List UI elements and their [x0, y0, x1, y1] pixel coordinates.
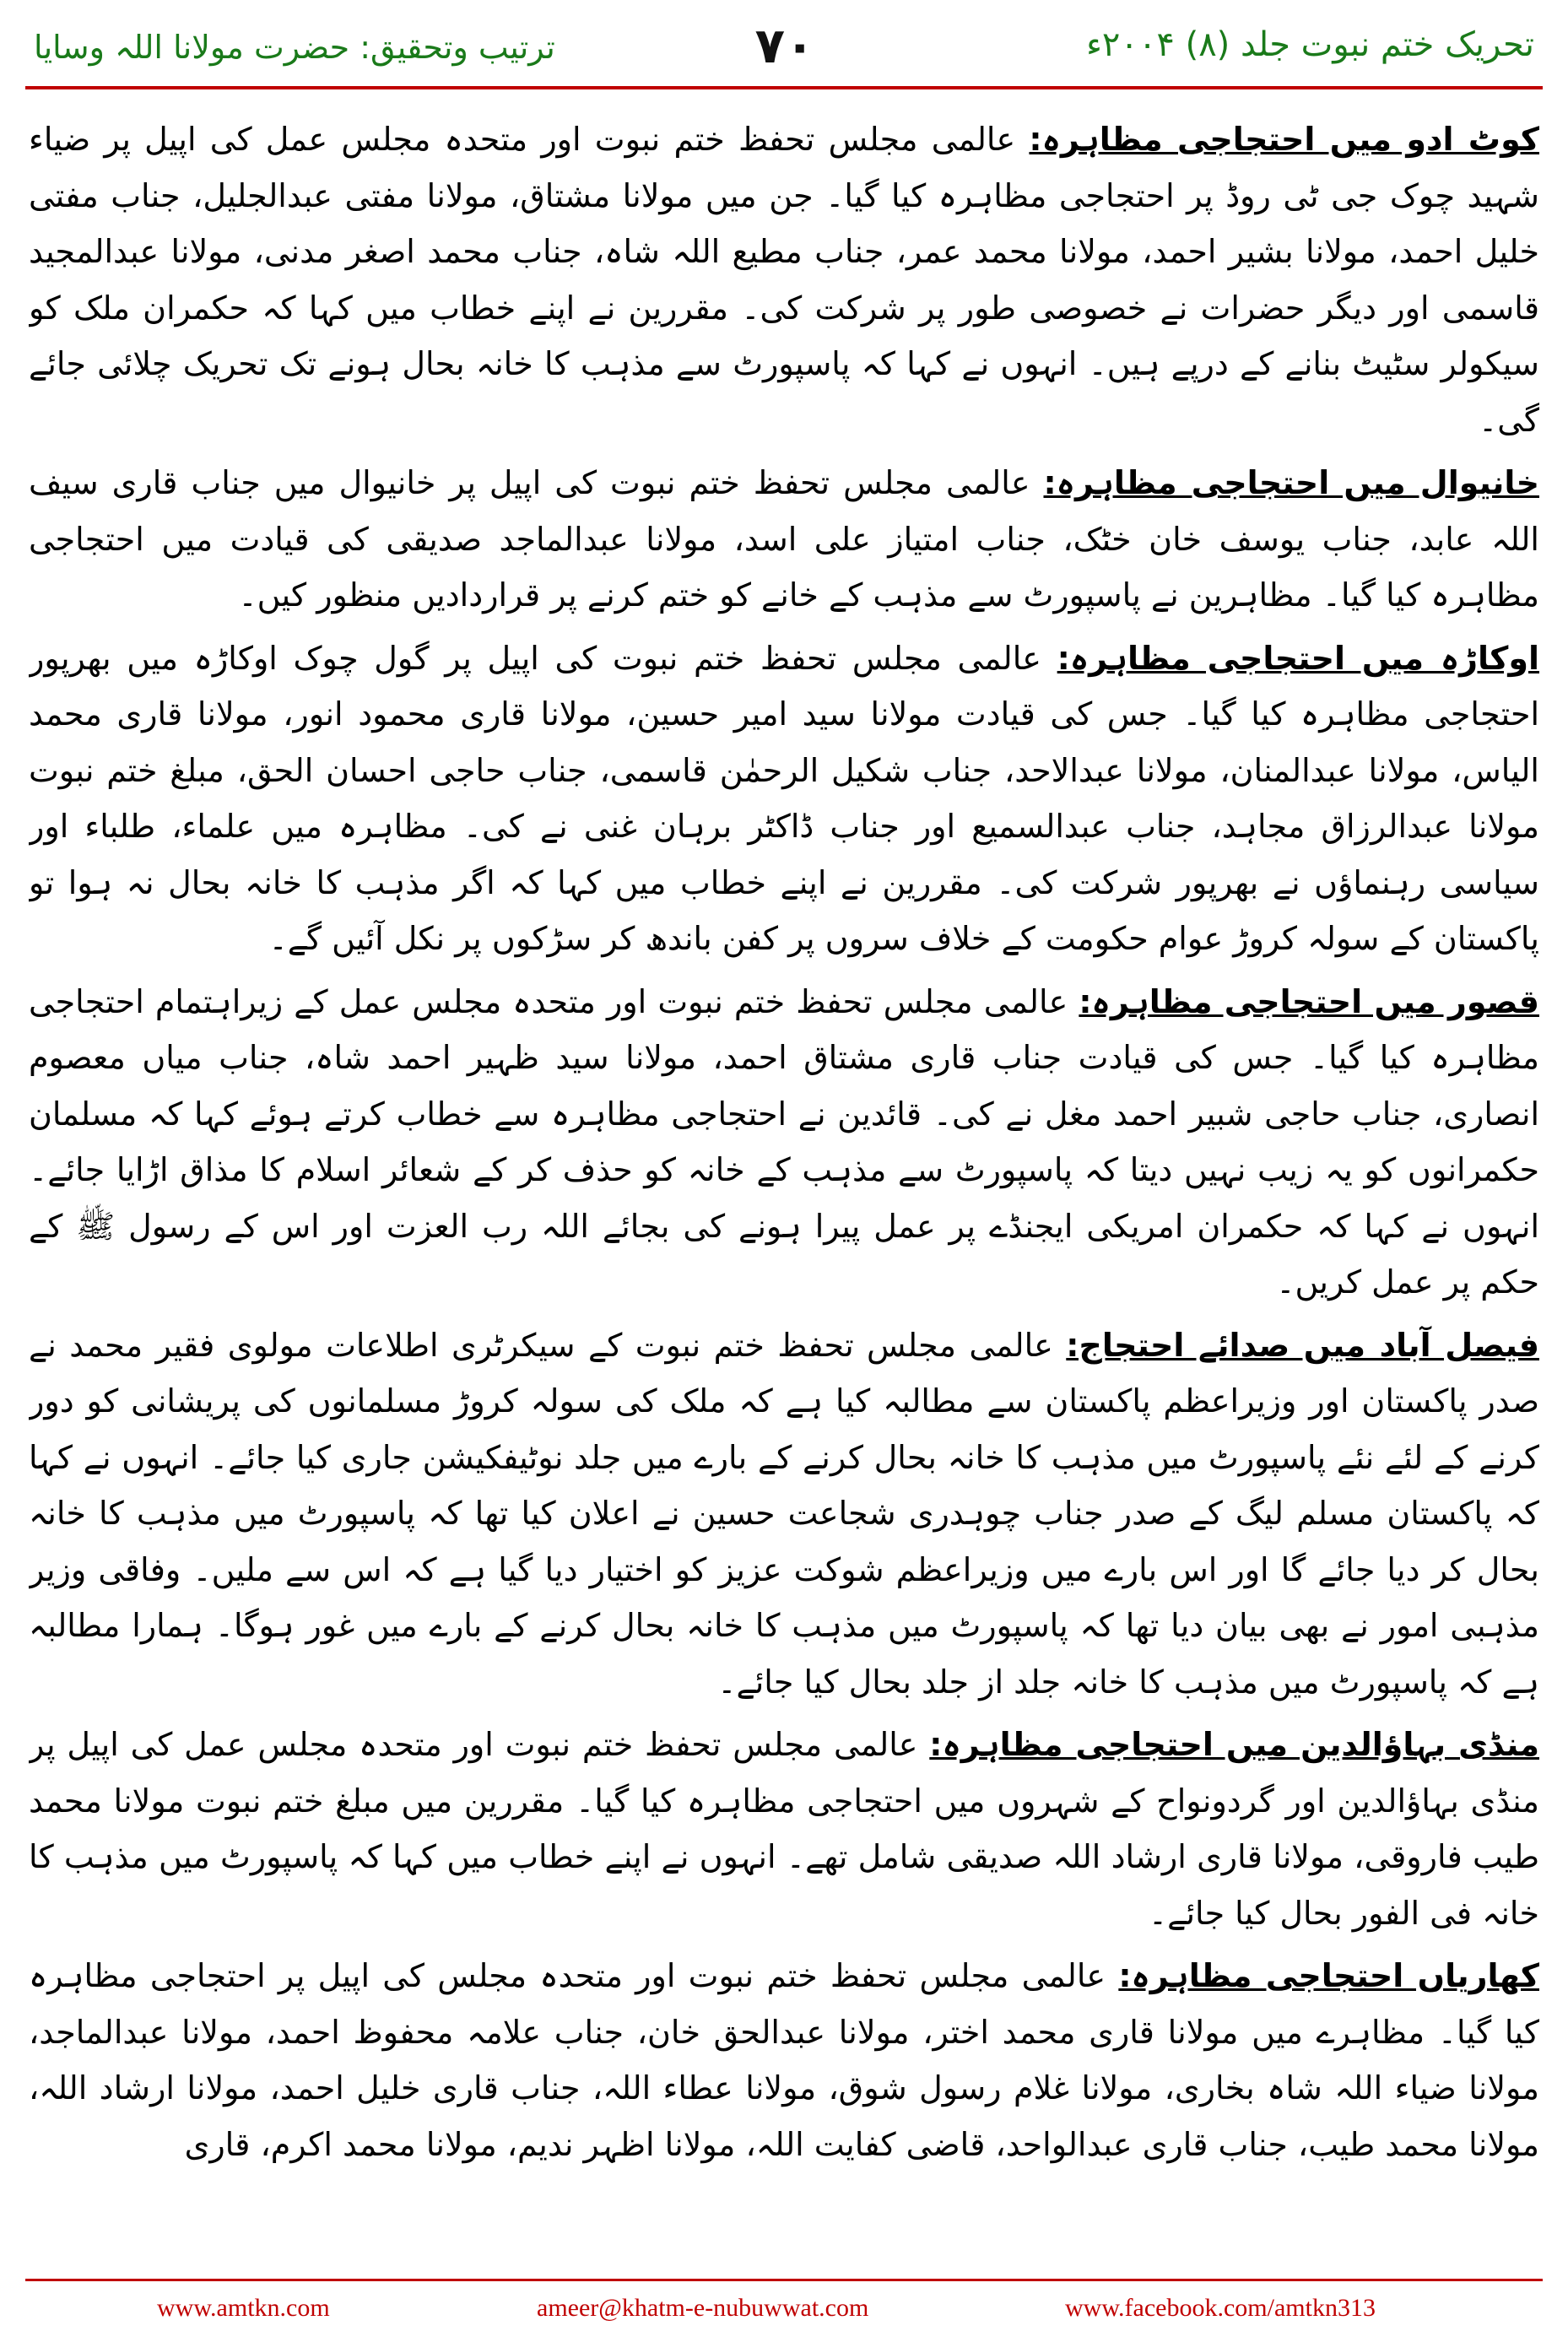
paragraph-khanewal [29, 455, 1539, 624]
paragraph-faisalabad [29, 1317, 1539, 1711]
paragraph-text: عالمی مجلس تحفظ ختم نبوت اور متحدہ مجلس کی اپیل پر احتجاجی مظاہرہ کیا گیا۔ مظاہرے میں مولانا قاری محمد اختر، مولانا عبدالحق خان، جناب علامہ محفوظ احمد، مولانا عبدالماجد، مولانا ضیاء اللہ شاہ بخاری، مولانا غلام رسول شوق، مولانا عطاء اللہ، جناب قاری خلیل احمد، مولانا ارشاد اللہ، مولانا محمد طیب، جناب قاری عبدالواحد، قاضی کفایت اللہ، مولانا اظہر ندیم، مولانا محمد اکرم، قاری [29, 1957, 1539, 2163]
paragraph-kot-addu [29, 111, 1539, 448]
paragraph-text: عالمی مجلس تحفظ ختم نبوت اور متحدہ مجلس عمل کے زیراہتمام احتجاجی مظاہرہ کیا گیا۔ جس کی قیادت جناب قاری مشتاق احمد، مولانا سید ظہیر احمد شاہ، جناب میاں معصوم انصاری، جناب حاجی شبیر احمد مغل نے کی۔ قائدین نے احتجاجی مظاہرہ سے خطاب کرتے ہوئے کہا کہ مسلمان حکمرانوں کو یہ زیب نہیں دیتا کہ پاسپورٹ سے مذہب کے خانہ کو حذف کر کے شعائر اسلام کا مذاق اڑایا جائے۔ انہوں نے کہا کہ حکمران امریکی ایجنڈے پر عمل پیرا ہونے کی بجائے اللہ رب العزت اور اس کے رسول ﷺ کے حکم پر عمل کریں۔ [29, 982, 1539, 1301]
paragraph-text: عالمی مجلس تحفظ ختم نبوت اور متحدہ مجلس عمل کی اپیل پر منڈی بہاؤالدین اور گردونواح کے شہروں میں احتجاجی مظاہرہ کیا گیا۔ مقررین میں مبلغ ختم نبوت مولانا محمد طیب فاروقی، مولانا قاری ارشاد اللہ صدیقی شامل تھے۔ انہوں نے اپنے خطاب میں کہا کہ پاسپورٹ میں مذہب کا خانہ فی الفور بحال کیا جائے۔ [29, 1726, 1539, 1932]
paragraph-heading: کھاریاں احتجاجی مظاہرہ: [1118, 1957, 1539, 1994]
footer-rule [25, 2279, 1543, 2281]
header-rule [25, 86, 1543, 89]
paragraph-heading: کوٹ ادو میں احتجاجی مظاہرہ: [1029, 121, 1539, 158]
paragraph-text: عالمی مجلس تحفظ ختم نبوت کی اپیل پر خانیوال میں جناب قاری سیف اللہ عابد، جناب یوسف خان خٹک، جناب امتیاز علی اسد، مولانا عبدالماجد صدیقی کی قیادت میں احتجاجی مظاہرہ کیا گیا۔ مظاہرین نے پاسپورٹ سے مذہب کے خانے کو ختم کرنے پر قراردادیں منظور کیں۔ [29, 464, 1539, 614]
page-number: ۷۰ [754, 17, 815, 74]
paragraph-heading: منڈی بہاؤالدین میں احتجاجی مظاہرہ: [929, 1726, 1539, 1763]
paragraph-heading: اوکاڑہ میں احتجاجی مظاہرہ: [1057, 639, 1539, 677]
paragraph-heading: خانیوال میں احتجاجی مظاہرہ: [1043, 464, 1539, 501]
paragraph-text: عالمی مجلس تحفظ ختم نبوت اور متحدہ مجلس عمل کی اپیل پر ضیاء شہید چوک جی ٹی روڈ پر احتجاجی مظاہرہ کیا گیا۔ جن میں مولانا مشتاق، مولانا مفتی عبدالجلیل، جناب مفتی خلیل احمد، مولانا بشیر احمد، مولانا محمد عمر، جناب مطیع اللہ شاہ، جناب محمد اصغر مدنی، مولانا عبدالمجید قاسمی اور دیگر حضرات نے خصوصی طور پر شرکت کی۔ مقررین نے اپنے خطاب میں کہا کہ حکمران ملک کو سیکولر سٹیٹ بنانے کے درپے ہیں۔ انہوں نے کہا کہ پاسپورٹ سے مذہب کا خانہ بحال ہونے تک تحریک چلائی جائے گی۔ [29, 121, 1539, 439]
paragraph-okara [29, 630, 1539, 967]
page-header [0, 0, 1568, 95]
paragraph-mandi-bahauddin [29, 1717, 1539, 1941]
website-link[interactable]: www.amtkn.com [157, 2294, 330, 2322]
paragraph-text: عالمی مجلس تحفظ ختم نبوت کی اپیل پر گول چوک اوکاڑہ میں بھرپور احتجاجی مظاہرہ کیا گیا۔ جس کی قیادت مولانا سید امیر حسین، مولانا قاری محمود انور، مولانا قاری محمد الیاس، مولانا عبدالمنان، مولانا عبدالاحد، جناب شکیل الرحمٰن قاسمی، جناب حاجی احسان الحق، مبلغ ختم نبوت مولانا عبدالرزاق مجاہد، جناب عبدالسمیع اور جناب ڈاکٹر برہان غنی نے کی۔ مظاہرہ میں علماء، طلباء اور سیاسی رہنماؤں نے بھرپور شرکت کی۔ مقررین نے اپنے خطاب میں کہا کہ اگر مذہب کا خانہ بحال نہ ہوا تو پاکستان کے سولہ کروڑ عوام حکومت کے خلاف سروں پر کفن باندھ کر سڑکوں پر نکل آئیں گے۔ [29, 639, 1539, 957]
facebook-link[interactable]: www.facebook.com/amtkn313 [1065, 2294, 1376, 2322]
book-title: تحریک ختم نبوت جلد (۸) ۲۰۰۴ء [1086, 25, 1534, 64]
paragraph-text: عالمی مجلس تحفظ ختم نبوت کے سیکرٹری اطلاعات مولوی فقیر محمد نے صدر پاکستان اور وزیراعظم پاکستان سے مطالبہ کیا ہے کہ ملک کی سولہ کروڑ مسلمانوں کی پریشانی کو دور کرنے کے لئے نئے پاسپورٹ میں مذہب کا خانہ بحال کرنے کے بارے میں جلد نوٹیفکیشن جاری کیا جائے۔ انہوں نے کہا کہ پاکستان مسلم لیگ کے صدر جناب چوہدری شجاعت حسین نے اعلان کیا تھا کہ پاسپورٹ میں مذہب کا خانہ بحال کر دیا جائے گا اور اس بارے میں وزیراعظم شوکت عزیز کو اختیار دیا گیا ہے کہ اس سے ملیں۔ وفاقی وزیر مذہبی امور نے بھی بیان دیا تھا کہ پاسپورٹ میں مذہب کا خانہ بحال کرنے کے بارے میں غور ہوگا۔ ہمارا مطالبہ ہے کہ پاسپورٹ میں مذہب کا خانہ جلد از جلد بحال کیا جائے۔ [29, 1326, 1539, 1701]
paragraph-kasur [29, 974, 1539, 1311]
paragraph-heading: قصور میں احتجاجی مظاہرہ: [1079, 982, 1539, 1020]
paragraph-heading: فیصل آباد میں صدائے احتجاج: [1066, 1326, 1539, 1364]
page-footer [0, 2289, 1568, 2331]
compiler-credit: ترتیب وتحقیق: حضرت مولانا اللہ وسایا [34, 29, 555, 66]
paragraph-kharian [29, 1948, 1539, 2172]
email-link[interactable]: ameer@khatm-e-nubuwwat.com [537, 2294, 869, 2322]
page-body [29, 111, 1539, 2238]
